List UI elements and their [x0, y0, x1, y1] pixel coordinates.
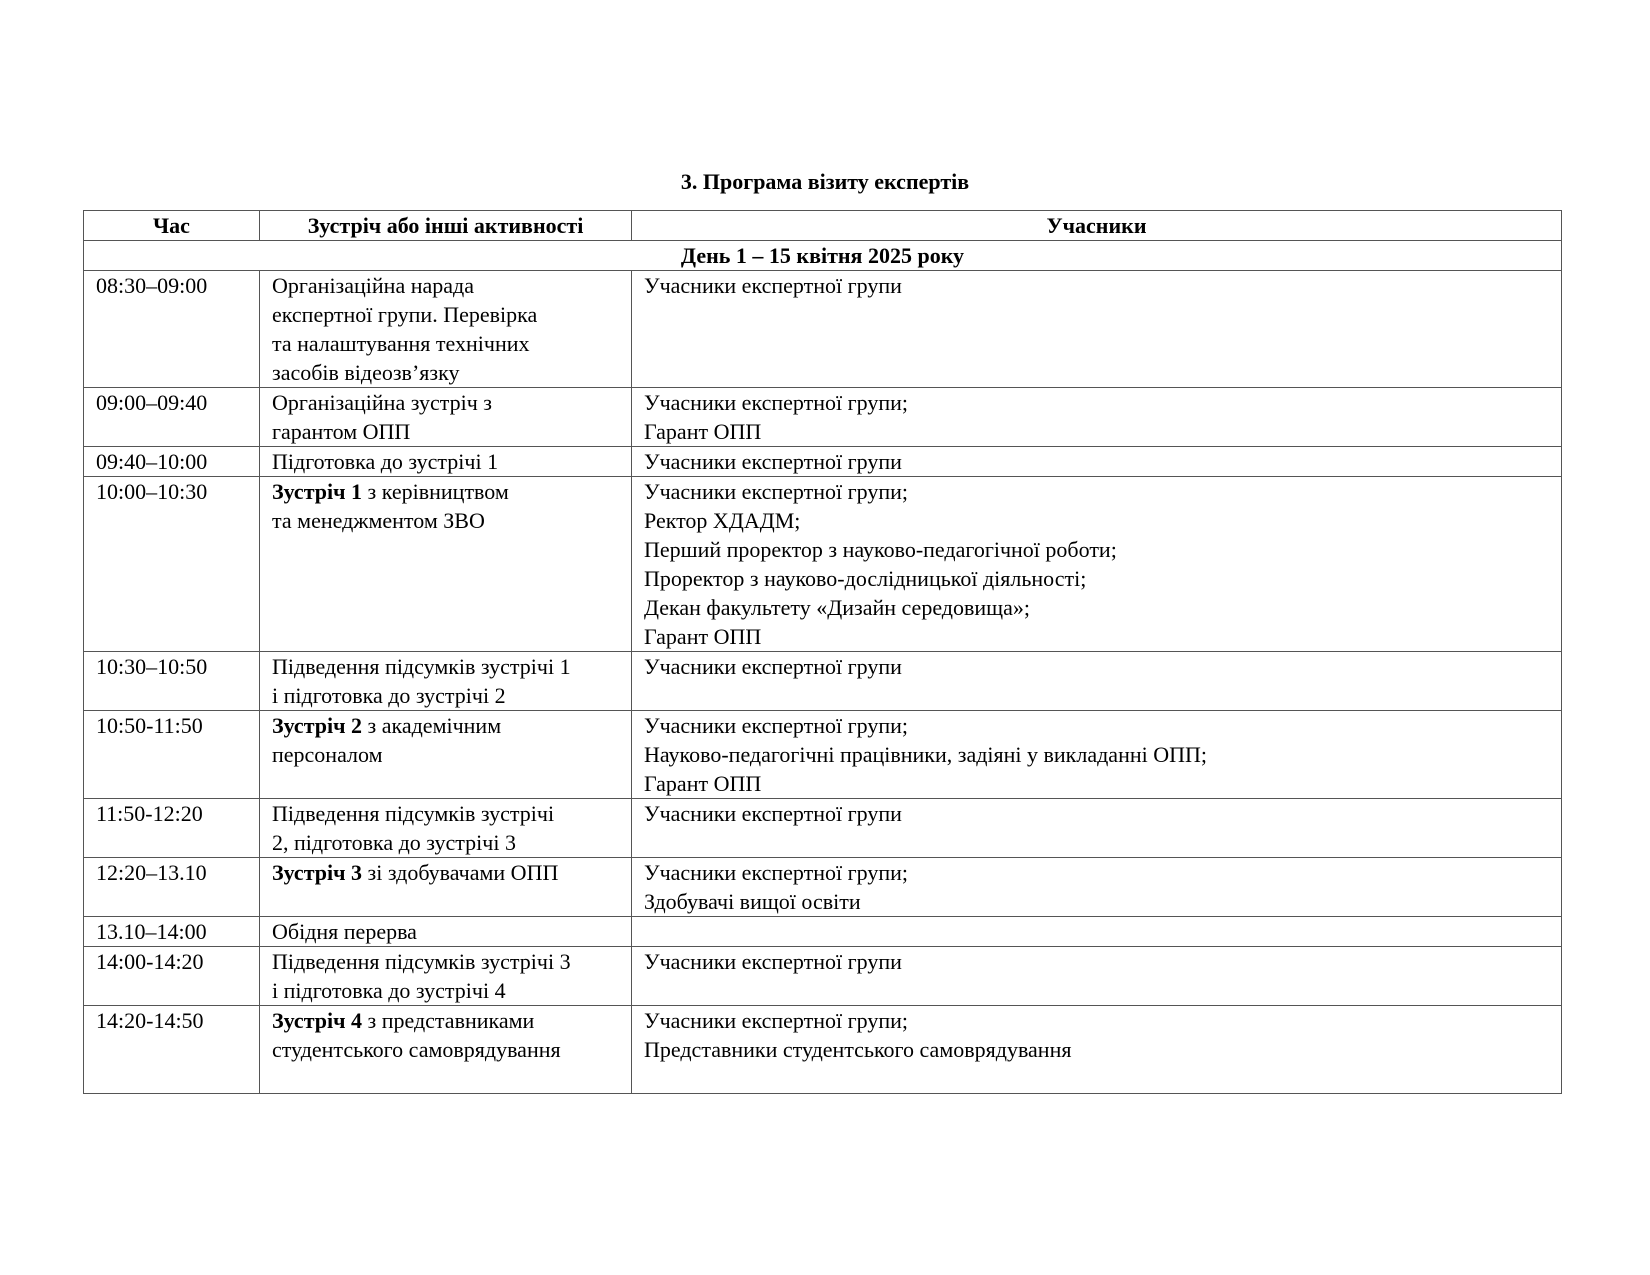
activity-cell — [260, 477, 632, 652]
activity-text: зі здобувачами ОПП — [362, 860, 559, 885]
activity-line — [272, 858, 619, 887]
participant-line: Гарант ОПП — [644, 419, 762, 444]
activity-text: з академічним — [362, 713, 502, 738]
activity-line — [272, 711, 619, 740]
activity-cell — [260, 271, 632, 388]
participant-line: Представники студентського самоврядування — [644, 1037, 1072, 1062]
participant-line: Перший проректор з науково-педагогічної роботи; — [644, 537, 1117, 562]
table-row — [84, 447, 1562, 477]
activity-cell — [260, 711, 632, 799]
activity-line: Підведення підсумків зустрічі — [272, 801, 555, 826]
time-cell: 09:00–09:40 — [84, 388, 260, 447]
schedule-body — [84, 241, 1562, 1094]
table-row — [84, 947, 1562, 1006]
meeting-label: Зустріч 1 — [272, 479, 363, 504]
table-row — [84, 477, 1562, 652]
activity-text: з представниками — [362, 1008, 535, 1033]
header-activity: Зустріч або інші активності — [260, 211, 632, 241]
page-title: 3. Програма візиту експертів — [680, 169, 970, 194]
participants-cell — [632, 652, 1562, 711]
activity-line: Організаційна зустріч з — [272, 390, 492, 415]
participant-line: Учасники експертної групи — [644, 449, 902, 474]
table-row — [84, 858, 1562, 917]
participants-cell — [632, 388, 1562, 447]
activity-line: Обідня перерва — [272, 919, 417, 944]
participant-line: Учасники експертної групи; — [644, 1008, 908, 1033]
activity-text: з керівництвом — [362, 479, 509, 504]
activity-cell — [260, 1006, 632, 1094]
participant-line: Проректор з науково-дослідницької діяльності; — [644, 566, 1087, 591]
table-row — [84, 271, 1562, 388]
meeting-label: Зустріч 4 — [272, 1008, 363, 1033]
table-row — [84, 711, 1562, 799]
participant-line: Гарант ОПП — [644, 624, 762, 649]
activity-line: і підготовка до зустрічі 2 — [272, 683, 506, 708]
participant-line: Науково-педагогічні працівники, задіяні у викладанні ОПП; — [644, 742, 1208, 767]
activity-cell — [260, 447, 632, 477]
activity-cell — [260, 858, 632, 917]
participants-cell — [632, 858, 1562, 917]
participant-line: Декан факультету «Дизайн середовища»; — [644, 595, 1030, 620]
activity-line: експертної групи. Перевірка — [272, 302, 538, 327]
participants-cell — [632, 447, 1562, 477]
participants-cell — [632, 947, 1562, 1006]
participant-line: Учасники експертної групи — [644, 654, 902, 679]
time-cell: 14:00-14:20 — [84, 947, 260, 1006]
participants-cell — [632, 799, 1562, 858]
activity-cell — [260, 947, 632, 1006]
activity-line: персоналом — [272, 742, 383, 767]
time-cell: 10:00–10:30 — [84, 477, 260, 652]
activity-cell — [260, 388, 632, 447]
time-cell: 13.10–14:00 — [84, 917, 260, 947]
day-label: День 1 – 15 квітня 2025 року — [84, 241, 1562, 271]
participant-line: Гарант ОПП — [644, 771, 762, 796]
participants-cell — [632, 711, 1562, 799]
participant-line: Учасники експертної групи — [644, 949, 902, 974]
activity-line: 2, підготовка до зустрічі 3 — [272, 830, 516, 855]
activity-line: та налаштування технічних — [272, 331, 530, 356]
activity-line: Організаційна нарада — [272, 273, 474, 298]
participant-line: Учасники експертної групи; — [644, 713, 908, 738]
participant-line: Здобувачі вищої освіти — [644, 889, 861, 914]
activity-line: Підготовка до зустрічі 1 — [272, 449, 499, 474]
participant-line: Учасники експертної групи; — [644, 860, 908, 885]
participant-line: Ректор ХДАДМ; — [644, 508, 801, 533]
participant-line: Учасники експертної групи; — [644, 479, 908, 504]
header-row — [84, 211, 1562, 241]
table-row — [84, 917, 1562, 947]
time-cell: 09:40–10:00 — [84, 447, 260, 477]
header-time: Час — [84, 211, 260, 241]
time-cell: 11:50-12:20 — [84, 799, 260, 858]
participants-cell — [632, 917, 1562, 947]
header-participants: Учасники — [632, 211, 1562, 241]
activity-line: засобів відеозв’язку — [272, 360, 460, 385]
table-row — [84, 652, 1562, 711]
activity-line — [272, 1006, 619, 1035]
activity-line: гарантом ОПП — [272, 419, 411, 444]
participants-cell — [632, 1006, 1562, 1094]
day-row — [84, 241, 1562, 271]
activity-line — [272, 477, 619, 506]
activity-line: та менеджментом ЗВО — [272, 508, 485, 533]
activity-cell — [260, 917, 632, 947]
time-cell: 10:50-11:50 — [84, 711, 260, 799]
time-cell: 10:30–10:50 — [84, 652, 260, 711]
activity-line: Підведення підсумків зустрічі 1 — [272, 654, 571, 679]
table-row — [84, 1006, 1562, 1094]
activity-line: Підведення підсумків зустрічі 3 — [272, 949, 571, 974]
time-cell: 14:20-14:50 — [84, 1006, 260, 1094]
time-cell: 08:30–09:00 — [84, 271, 260, 388]
activity-line: і підготовка до зустрічі 4 — [272, 978, 506, 1003]
meeting-label: Зустріч 2 — [272, 713, 363, 738]
activity-line: студентського самоврядування — [272, 1037, 561, 1062]
time-cell: 12:20–13.10 — [84, 858, 260, 917]
activity-cell — [260, 652, 632, 711]
participant-line: Учасники експертної групи — [644, 273, 902, 298]
schedule-table — [83, 210, 1562, 1094]
table-row — [84, 799, 1562, 858]
meeting-label: Зустріч 3 — [272, 860, 363, 885]
activity-cell — [260, 799, 632, 858]
participants-cell — [632, 477, 1562, 652]
table-row — [84, 388, 1562, 447]
participant-line: Учасники експертної групи — [644, 801, 902, 826]
participant-line: Учасники експертної групи; — [644, 390, 908, 415]
participants-cell — [632, 271, 1562, 388]
